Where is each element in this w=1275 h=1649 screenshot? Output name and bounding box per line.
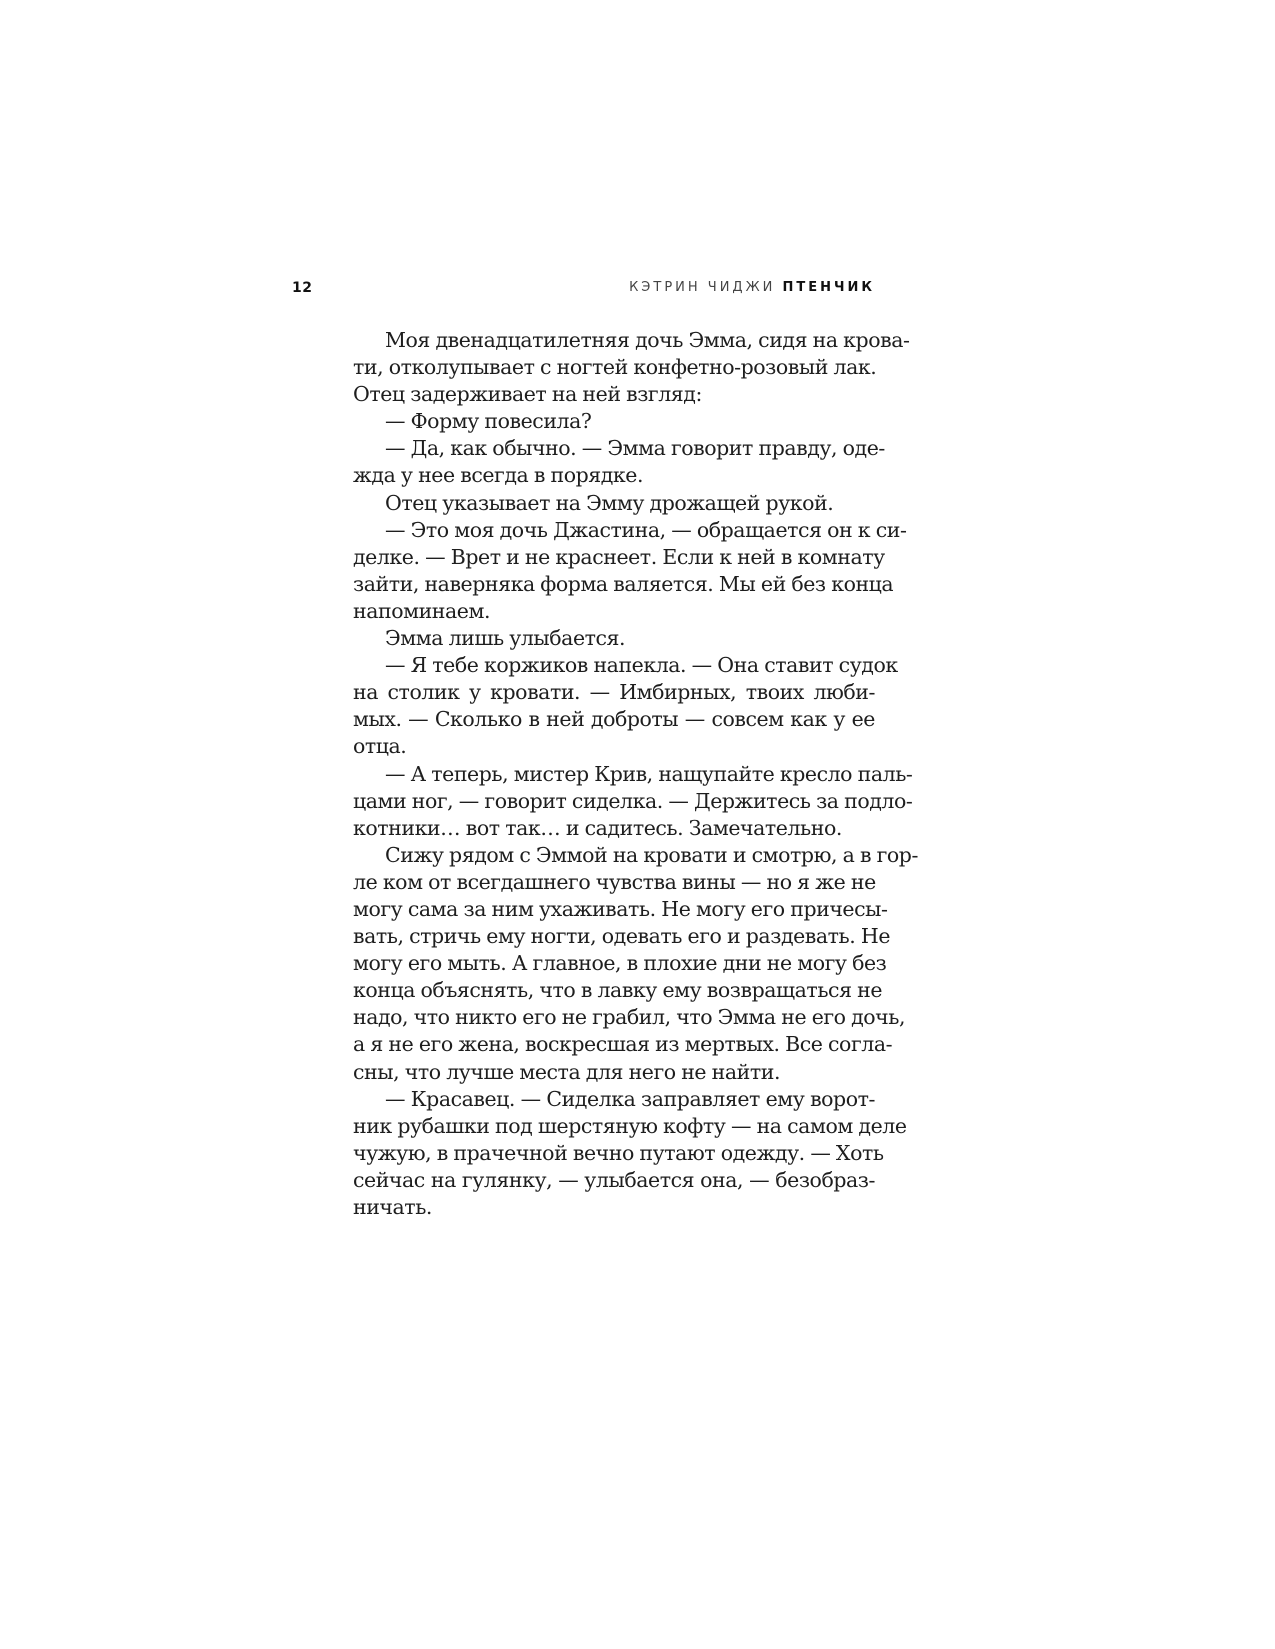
- text-line: ничать.: [353, 1195, 432, 1219]
- text-line: — Я тебе коржиков напекла. — Она ставит судок: [385, 653, 898, 678]
- page-number: 12: [292, 280, 313, 296]
- text-line: сны, что лучше места для него не найти.: [353, 1059, 781, 1084]
- text-line: ти, отколупывает с ногтей конфетно-розовый лак.: [353, 355, 877, 380]
- text-line: напоминаем.: [353, 598, 491, 623]
- text-line: сейчас на гулянку, — улыбается она, — безобраз-: [353, 1167, 875, 1192]
- text-line: Отец задерживает на ней взгляд:: [353, 382, 702, 407]
- text-line: могу его мыть. А главное, в плохие дни не могу без: [353, 951, 887, 976]
- text-line: на столик у кровати. — Имбирных, твоих люби-: [353, 680, 875, 705]
- running-header: [292, 280, 875, 302]
- text-line: — Форму повесила?: [385, 409, 592, 434]
- text-line: — А теперь, мистер Крив, нащупайте кресло паль-: [385, 761, 913, 786]
- text-line: Сижу рядом с Эммой на кровати и смотрю, а в гор-: [385, 842, 918, 867]
- text-line: жда у нее всегда в порядке.: [353, 463, 644, 488]
- header-book-title: ПТЕНЧИК: [782, 280, 875, 295]
- text-line: надо, что никто его не грабил, что Эмма не его дочь,: [353, 1005, 906, 1030]
- text-line: отца.: [353, 734, 407, 759]
- text-line: конца объяснять, что в лавку ему возвращаться не: [353, 978, 883, 1003]
- text-line: цами ног, — говорит сиделка. — Держитесь за подло-: [353, 788, 913, 813]
- header-title: [629, 280, 875, 295]
- text-line: делке. — Врет и не краснеет. Если к ней в комнату: [353, 544, 885, 569]
- text-line: Моя двенадцатилетняя дочь Эмма, сидя на крова-: [385, 328, 910, 352]
- text-line: могу сама за ним ухаживать. Не могу его причесы-: [353, 896, 888, 921]
- text-line: — Да, как обычно. — Эмма говорит правду, оде-: [385, 436, 885, 461]
- text-line: — Красавец. — Сиделка заправляет ему ворот-: [385, 1086, 875, 1111]
- text-line: Эмма лишь улыбается.: [385, 626, 626, 651]
- text-line: ле ком от всегдашнего чувства вины — но я же не: [353, 869, 876, 894]
- text-line: Отец указывает на Эмму дрожащей рукой.: [385, 490, 834, 515]
- body-text: [353, 327, 918, 1221]
- text-line: зайти, наверняка форма валяется. Мы ей без конца: [353, 571, 894, 596]
- text-line: котники… вот так… и садитесь. Замечательно.: [353, 815, 842, 840]
- text-line: чужую, в прачечной вечно путают одежду. — Хоть: [353, 1140, 884, 1165]
- text-line: вать, стричь ему ногти, одевать его и раздевать. Не: [353, 924, 891, 949]
- header-author: КЭТРИН ЧИДЖИ: [629, 280, 776, 295]
- text-line: мых. — Сколько в ней доброты — совсем как у ее: [353, 707, 875, 732]
- text-line: — Это моя дочь Джастина, — обращается он к си-: [385, 517, 907, 542]
- text-line: ник рубашки под шерстяную кофту — на самом деле: [353, 1113, 907, 1138]
- text-line: а я не его жена, воскресшая из мертвых. Все согла-: [353, 1032, 893, 1057]
